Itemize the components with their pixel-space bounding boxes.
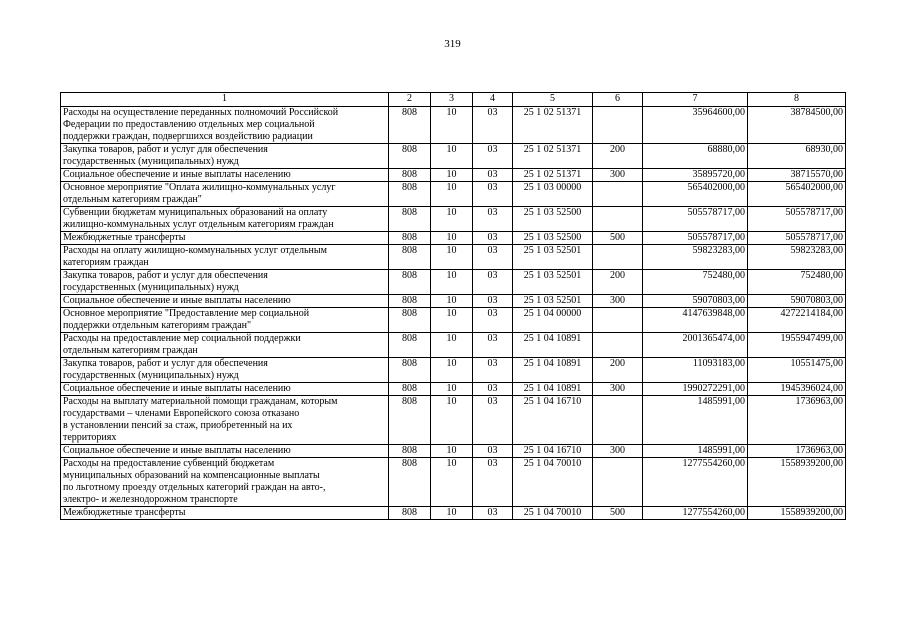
expense-type-cell	[593, 396, 643, 445]
amount-year2-cell: 10551475,00	[748, 358, 846, 383]
subsection-cell: 03	[473, 169, 513, 182]
admin-code-cell: 808	[389, 458, 431, 507]
expense-type-cell	[593, 308, 643, 333]
row-name-cell: Закупка товаров, работ и услуг для обеспечения государственных (муниципальных) нужд	[61, 144, 389, 169]
section-cell: 10	[431, 358, 473, 383]
amount-year2-cell: 505578717,00	[748, 232, 846, 245]
amount-year2-cell: 752480,00	[748, 270, 846, 295]
table-row	[61, 107, 846, 144]
subsection-cell: 03	[473, 458, 513, 507]
subsection-cell: 03	[473, 308, 513, 333]
column-header: 6	[593, 93, 643, 107]
row-name-cell: Социальное обеспечение и иные выплаты населению	[61, 169, 389, 182]
target-article-cell: 25 1 04 10891	[513, 383, 593, 396]
target-article-cell: 25 1 04 16710	[513, 396, 593, 445]
amount-year1-cell: 505578717,00	[643, 232, 748, 245]
column-header: 5	[513, 93, 593, 107]
amount-year1-cell: 59823283,00	[643, 245, 748, 270]
amount-year2-cell: 1945396024,00	[748, 383, 846, 396]
table-row	[61, 245, 846, 270]
subsection-cell: 03	[473, 207, 513, 232]
subsection-cell: 03	[473, 358, 513, 383]
subsection-cell: 03	[473, 445, 513, 458]
target-article-cell: 25 1 03 52500	[513, 232, 593, 245]
table-row	[61, 169, 846, 182]
table-row	[61, 396, 846, 445]
table-row	[61, 445, 846, 458]
table-row	[61, 507, 846, 520]
table-row	[61, 295, 846, 308]
admin-code-cell: 808	[389, 396, 431, 445]
row-name-cell: Основное мероприятие "Предоставление мер социальной поддержки отдельным категориям граждан"	[61, 308, 389, 333]
amount-year1-cell: 1277554260,00	[643, 507, 748, 520]
row-name-cell: Расходы на предоставление мер социальной поддержки отдельным категориям граждан	[61, 333, 389, 358]
expense-type-cell	[593, 245, 643, 270]
section-cell: 10	[431, 308, 473, 333]
row-name-cell: Закупка товаров, работ и услуг для обеспечения государственных (муниципальных) нужд	[61, 270, 389, 295]
amount-year2-cell: 38715570,00	[748, 169, 846, 182]
subsection-cell: 03	[473, 396, 513, 445]
section-cell: 10	[431, 396, 473, 445]
column-header: 2	[389, 93, 431, 107]
section-cell: 10	[431, 295, 473, 308]
admin-code-cell: 808	[389, 107, 431, 144]
section-cell: 10	[431, 270, 473, 295]
amount-year1-cell: 1990272291,00	[643, 383, 748, 396]
target-article-cell: 25 1 03 52501	[513, 295, 593, 308]
amount-year1-cell: 1485991,00	[643, 396, 748, 445]
row-name-cell: Закупка товаров, работ и услуг для обеспечения государственных (муниципальных) нужд	[61, 358, 389, 383]
subsection-cell: 03	[473, 232, 513, 245]
amount-year1-cell: 1277554260,00	[643, 458, 748, 507]
admin-code-cell: 808	[389, 445, 431, 458]
column-header: 1	[61, 93, 389, 107]
subsection-cell: 03	[473, 182, 513, 207]
expense-type-cell	[593, 107, 643, 144]
amount-year2-cell: 1736963,00	[748, 445, 846, 458]
admin-code-cell: 808	[389, 144, 431, 169]
target-article-cell: 25 1 04 70010	[513, 507, 593, 520]
target-article-cell: 25 1 04 00000	[513, 308, 593, 333]
admin-code-cell: 808	[389, 207, 431, 232]
table-row	[61, 182, 846, 207]
amount-year2-cell: 505578717,00	[748, 207, 846, 232]
subsection-cell: 03	[473, 333, 513, 358]
table-row	[61, 144, 846, 169]
amount-year1-cell: 2001365474,00	[643, 333, 748, 358]
target-article-cell: 25 1 04 10891	[513, 358, 593, 383]
expense-type-cell: 300	[593, 383, 643, 396]
target-article-cell: 25 1 03 52501	[513, 270, 593, 295]
row-name-cell: Социальное обеспечение и иные выплаты населению	[61, 383, 389, 396]
amount-year2-cell: 59070803,00	[748, 295, 846, 308]
admin-code-cell: 808	[389, 182, 431, 207]
amount-year1-cell: 505578717,00	[643, 207, 748, 232]
expense-type-cell	[593, 182, 643, 207]
admin-code-cell: 808	[389, 295, 431, 308]
admin-code-cell: 808	[389, 169, 431, 182]
table-body	[61, 107, 846, 520]
amount-year1-cell: 11093183,00	[643, 358, 748, 383]
subsection-cell: 03	[473, 270, 513, 295]
amount-year2-cell: 59823283,00	[748, 245, 846, 270]
row-name-cell: Расходы на оплату жилищно-коммунальных услуг отдельным категориям граждан	[61, 245, 389, 270]
section-cell: 10	[431, 207, 473, 232]
target-article-cell: 25 1 04 10891	[513, 333, 593, 358]
admin-code-cell: 808	[389, 308, 431, 333]
column-header: 8	[748, 93, 846, 107]
expense-type-cell: 200	[593, 144, 643, 169]
target-article-cell: 25 1 03 52501	[513, 245, 593, 270]
row-name-cell: Социальное обеспечение и иные выплаты населению	[61, 445, 389, 458]
target-article-cell: 25 1 02 51371	[513, 144, 593, 169]
table-row	[61, 270, 846, 295]
target-article-cell: 25 1 03 52500	[513, 207, 593, 232]
amount-year1-cell: 1485991,00	[643, 445, 748, 458]
table-row	[61, 358, 846, 383]
admin-code-cell: 808	[389, 507, 431, 520]
row-name-cell: Расходы на предоставление субвенций бюджетам муниципальных образований на компенсационные выплаты по льготному проезду отдельных категорий граждан на авто-, электро- и железнодорожном транспорте	[61, 458, 389, 507]
admin-code-cell: 808	[389, 358, 431, 383]
expense-type-cell: 500	[593, 232, 643, 245]
section-cell: 10	[431, 232, 473, 245]
expense-type-cell: 200	[593, 270, 643, 295]
table-row	[61, 308, 846, 333]
expense-type-cell	[593, 207, 643, 232]
budget-table	[60, 92, 846, 520]
admin-code-cell: 808	[389, 383, 431, 396]
section-cell: 10	[431, 507, 473, 520]
header-row	[61, 93, 846, 107]
section-cell: 10	[431, 169, 473, 182]
column-header: 3	[431, 93, 473, 107]
amount-year2-cell: 1736963,00	[748, 396, 846, 445]
row-name-cell: Субвенции бюджетам муниципальных образований на оплату жилищно-коммунальных услуг отдельным категориям граждан	[61, 207, 389, 232]
subsection-cell: 03	[473, 245, 513, 270]
table-row	[61, 458, 846, 507]
column-header: 4	[473, 93, 513, 107]
amount-year1-cell: 35895720,00	[643, 169, 748, 182]
row-name-cell: Расходы на выплату материальной помощи гражданам, которым государствами – членами Европейского союза отказано в установлении пенсий за стаж, приобретенный на их территориях	[61, 396, 389, 445]
target-article-cell: 25 1 02 51371	[513, 169, 593, 182]
subsection-cell: 03	[473, 295, 513, 308]
admin-code-cell: 808	[389, 245, 431, 270]
section-cell: 10	[431, 383, 473, 396]
target-article-cell: 25 1 02 51371	[513, 107, 593, 144]
table-row	[61, 232, 846, 245]
target-article-cell: 25 1 03 00000	[513, 182, 593, 207]
expense-type-cell: 500	[593, 507, 643, 520]
row-name-cell: Основное мероприятие "Оплата жилищно-коммунальных услуг отдельным категориям граждан"	[61, 182, 389, 207]
admin-code-cell: 808	[389, 333, 431, 358]
amount-year1-cell: 565402000,00	[643, 182, 748, 207]
amount-year2-cell: 38784500,00	[748, 107, 846, 144]
page-number: 319	[444, 38, 461, 50]
table-row	[61, 383, 846, 396]
amount-year2-cell: 4272214184,00	[748, 308, 846, 333]
section-cell: 10	[431, 458, 473, 507]
amount-year1-cell: 752480,00	[643, 270, 748, 295]
amount-year1-cell: 59070803,00	[643, 295, 748, 308]
column-header: 7	[643, 93, 748, 107]
admin-code-cell: 808	[389, 232, 431, 245]
row-name-cell: Расходы на осуществление переданных полномочий Российской Федерации по предоставлению отдельных мер социальной поддержки граждан, подвергшихся воздействию радиации	[61, 107, 389, 144]
table-row	[61, 333, 846, 358]
section-cell: 10	[431, 333, 473, 358]
amount-year2-cell: 1558939200,00	[748, 507, 846, 520]
expense-type-cell: 200	[593, 358, 643, 383]
amount-year2-cell: 1955947499,00	[748, 333, 846, 358]
expense-type-cell	[593, 333, 643, 358]
subsection-cell: 03	[473, 107, 513, 144]
row-name-cell: Межбюджетные трансферты	[61, 507, 389, 520]
amount-year1-cell: 35964600,00	[643, 107, 748, 144]
target-article-cell: 25 1 04 70010	[513, 458, 593, 507]
table-row	[61, 207, 846, 232]
section-cell: 10	[431, 107, 473, 144]
expense-type-cell: 300	[593, 445, 643, 458]
subsection-cell: 03	[473, 144, 513, 169]
row-name-cell: Межбюджетные трансферты	[61, 232, 389, 245]
section-cell: 10	[431, 144, 473, 169]
amount-year2-cell: 68930,00	[748, 144, 846, 169]
expense-type-cell	[593, 458, 643, 507]
subsection-cell: 03	[473, 507, 513, 520]
section-cell: 10	[431, 445, 473, 458]
expense-type-cell: 300	[593, 295, 643, 308]
target-article-cell: 25 1 04 16710	[513, 445, 593, 458]
row-name-cell: Социальное обеспечение и иные выплаты населению	[61, 295, 389, 308]
subsection-cell: 03	[473, 383, 513, 396]
amount-year2-cell: 565402000,00	[748, 182, 846, 207]
expense-type-cell: 300	[593, 169, 643, 182]
section-cell: 10	[431, 182, 473, 207]
amount-year1-cell: 68880,00	[643, 144, 748, 169]
amount-year1-cell: 4147639848,00	[643, 308, 748, 333]
amount-year2-cell: 1558939200,00	[748, 458, 846, 507]
admin-code-cell: 808	[389, 270, 431, 295]
section-cell: 10	[431, 245, 473, 270]
